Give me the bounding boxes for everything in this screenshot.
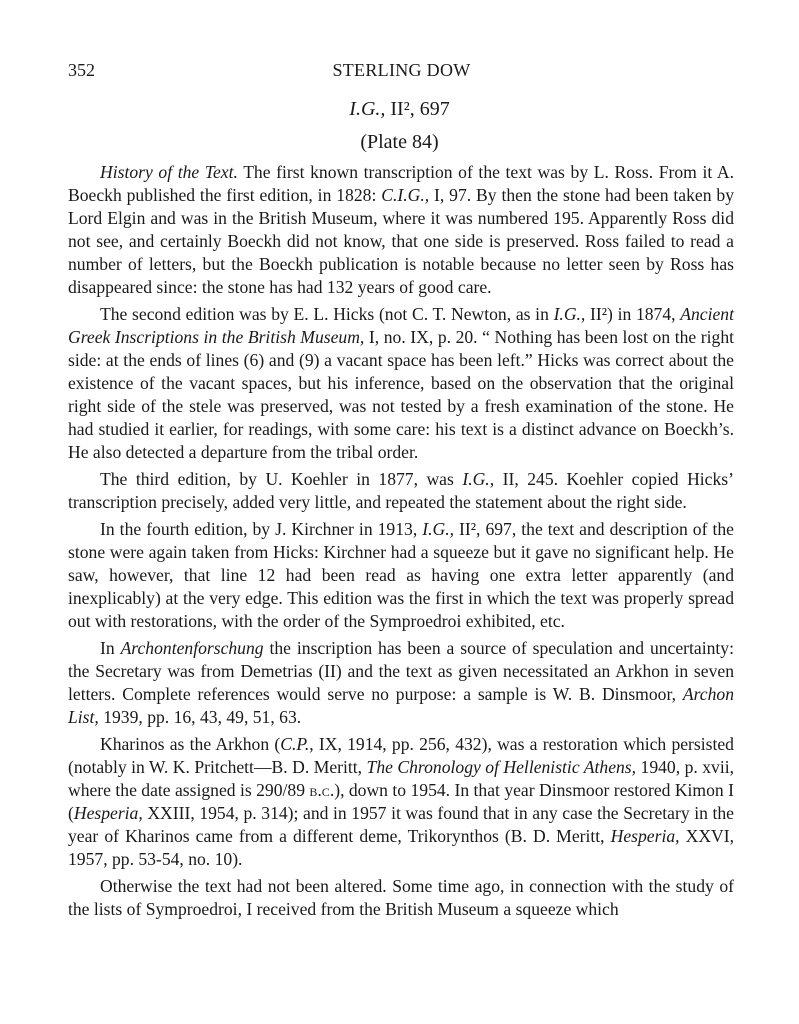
paragraph-squeeze: Otherwise the text had not been altered. Some time ago, in connection with the study of the lists of Symproedroi, I received from the British Museum a squeeze which <box>68 876 734 919</box>
paragraph-archontenforschung: In Archontenforschung the inscription has been a source of speculation and uncertainty: the Secretary was from Demetrias (II) and the text as given necessitated an Arkhon in seven letters. Complete references would serve no purpose: a sample is W. B. Dinsmoor, Archon List, 1939, pp. 16, 43, 49, 51, 63. <box>68 638 734 727</box>
title-number: II², 697 <box>385 98 450 120</box>
inscription-title <box>0 97 799 121</box>
plate-reference: (Plate 84) <box>360 131 439 153</box>
paragraph-fourth-edition: In the fourth edition, by J. Kirchner in 1913, I.G., II², 697, the text and description of the stone were again taken from Hicks: Kirchner had a squeeze but it gave no significant help. He saw, however, that line 12 had been read as having one extra letter apparently (and inexplicably) at the very edge. This edition was the first in which the text was properly spread out with restorations, with the order of the Symproedroi exhibited, etc. <box>68 519 734 631</box>
paragraph-third-edition: The third edition, by U. Koehler in 1877, was I.G., II, 245. Koehler copied Hicks’ transcription precisely, added very little, and repeated the statement about the right side. <box>68 469 734 512</box>
paragraph-kharinos: Kharinos as the Arkhon (C.P., IX, 1914, pp. 256, 432), was a restoration which persisted (notably in W. K. Pritchett—B. D. Meritt, The Chronology of Hellenistic Athens, 1940, p. xvii, where the date assigned is 290/89 b.c.), down to 1954. In that year Dinsmoor restored Kimon I (Hesperia, XXIII, 1954, p. 314); and in 1957 it was found that in any case the Secretary in the year of Kharinos came from a different deme, Trikorynthos (B. D. Meritt, Hesperia, XXVI, 1957, pp. 53-54, no. 10). <box>68 734 734 869</box>
title-ref: I.G., <box>349 98 386 120</box>
page-number: 352 <box>68 60 95 80</box>
section-heading: History of the Text. <box>100 162 238 182</box>
article-body <box>68 161 734 921</box>
running-head-author: STERLING DOW <box>332 60 471 80</box>
running-header <box>68 58 735 82</box>
paragraph-history: History of the Text. The first known transcription of the text was by L. Ross. From it A. Boeckh published the first edition, in 1828: C.I.G., I, 97. By then the stone had been taken by Lord Elgin and was in the British Museum, where it was numbered 195. Apparently Ross did not see, and certainly Boeckh did not know, that one side is preserved. Ross failed to read a number of letters, but the Boeckh publication is notable because no letter seen by Ross has disappeared since: the stone has had 132 years of good care. <box>68 162 735 297</box>
paragraph-second-edition: The second edition was by E. L. Hicks (not C. T. Newton, as in I.G., II²) in 1874, Ancient Greek Inscriptions in the British Museum, I, no. IX, p. 20. “ Nothing has been lost on the right side: at the ends of lines (6) and (9) a vacant space has been left.” Hicks was correct about the existence of the vacant spaces, but his inference, based on the observation that the original right side of the stele was preserved, was not tested by a fresh examination of the stone. He had studied it earlier, for readings, with some care: his text is a distinct advance on Boeckh’s. He also detected a departure from the tribal order. <box>68 304 734 462</box>
